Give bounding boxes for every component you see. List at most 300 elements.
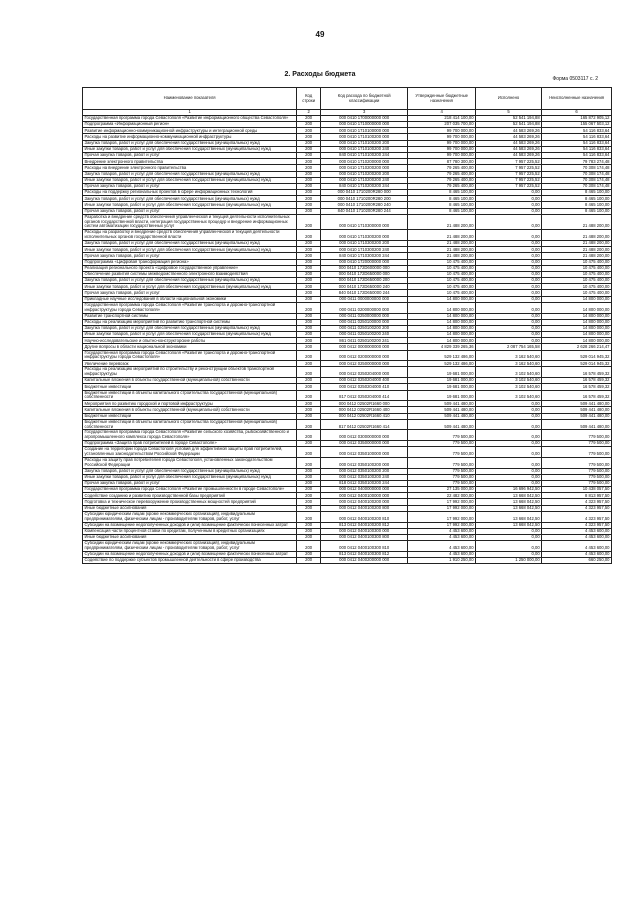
row-unexecuted-amount: 21 488 200,00 [542, 253, 612, 259]
row-indicator-name: Субсидии юридическим лицам (кроме некоммерческих организаций), индивидуальным предпринимателям, физическим лицам - производителям товаров, работ, услуг [83, 511, 297, 522]
row-budget-code: 000 0412 02502R1660 400 [321, 407, 408, 413]
table-row [83, 332, 612, 338]
row-unexecuted-amount: 509 441 480,00 [542, 413, 612, 419]
row-indicator-name: Иные закупки товаров, работ и услуг для обеспечения государственных (муниципальных) нужд [83, 284, 297, 290]
row-indicator-name: Прочая закупка товаров, работ и услуг [83, 152, 297, 158]
row-unexecuted-amount: 779 500,00 [542, 430, 612, 441]
row-unexecuted-amount: 4 453 600,00 [542, 528, 612, 534]
row-budget-code: 000 0411 0250100200 240 [321, 332, 408, 338]
table-row [83, 344, 612, 350]
row-indicator-name: Закупка товаров, работ и услуг для обеспечения государственных (муниципальных) нужд [83, 140, 297, 146]
row-budget-code: 000 0412 0350100200 000 [321, 457, 408, 468]
row-unexecuted-amount: 529 014 945,32 [542, 350, 612, 361]
row-approved-amount: 79 265 400,00 [408, 183, 476, 189]
row-indicator-name: Государственная программа города Севастополя «Развитие транспорта и дорожно-транспортной инфраструктуры города Севастополя» [83, 302, 297, 313]
row-line-code: 200 [297, 214, 321, 229]
row-budget-code: 000 0410 1710200R280 240 [321, 202, 408, 208]
row-unexecuted-amount: 779 500,00 [542, 457, 612, 468]
row-indicator-name: Субсидии на возмещение недополученных доходов и (или) возмещение фактически понесенных затрат [83, 522, 297, 528]
table-row [83, 499, 612, 505]
table-row [83, 528, 612, 534]
row-approved-amount: 529 132 486,00 [408, 350, 476, 361]
row-indicator-name: Прикладные научные исследования в области национальной экономики [83, 296, 297, 302]
row-budget-code: 000 0410 172D650000 200 [321, 278, 408, 284]
row-approved-amount: 17 992 000,00 [408, 522, 476, 528]
row-indicator-name: Капитальные вложения в объекты государственной (муниципальной) собственности [83, 407, 297, 413]
row-line-code: 200 [297, 480, 321, 486]
row-line-code: 200 [297, 128, 321, 134]
row-indicator-name: Иные закупки товаров, работ и услуг для обеспечения государственных (муниципальных) нужд [83, 474, 297, 480]
row-budget-code: 000 0412 0250204000 400 [321, 378, 408, 384]
row-approved-amount: 79 265 400,00 [408, 165, 476, 171]
row-unexecuted-amount: 70 308 174,48 [542, 177, 612, 183]
row-indicator-name: Иные закупки товаров, работ и услуг для обеспечения государственных (муниципальных) нужд [83, 247, 297, 253]
row-approved-amount: 218 414 100,00 [408, 115, 476, 121]
row-unexecuted-amount: 2 628 266 214,47 [542, 344, 612, 350]
row-executed-amount: 0,00 [476, 528, 542, 534]
row-line-code: 200 [297, 487, 321, 493]
row-budget-code: 000 0410 1720000000 000 [321, 259, 408, 265]
table-row [83, 159, 612, 165]
row-budget-code: 000 0412 0350100200 200 [321, 468, 408, 474]
row-line-code: 200 [297, 361, 321, 367]
row-unexecuted-amount: 14 800 000,00 [542, 302, 612, 313]
row-unexecuted-amount: 14 800 000,00 [542, 325, 612, 331]
row-budget-code: 840 0410 172D650000 244 [321, 290, 408, 296]
row-budget-code: 000 0410 1710300000 000 [321, 214, 408, 229]
row-executed-amount: 7 957 225,52 [476, 183, 542, 189]
row-approved-amount: 779 500,00 [408, 430, 476, 441]
row-unexecuted-amount: 4 323 957,50 [542, 522, 612, 528]
row-approved-amount: 529 132 486,00 [408, 361, 476, 367]
row-line-code: 200 [297, 122, 321, 128]
row-budget-code: 000 0412 0400100200 810 [321, 511, 408, 522]
row-unexecuted-amount: 54 116 833,64 [542, 134, 612, 140]
row-executed-amount: 0,00 [476, 447, 542, 458]
row-approved-amount: 10 475 400,00 [408, 290, 476, 296]
row-indicator-name: Прочая закупка товаров, работ и услуг [83, 253, 297, 259]
row-executed-amount: 0,00 [476, 413, 542, 419]
row-unexecuted-amount: 8 465 100,00 [542, 202, 612, 208]
row-budget-code: 000 0412 0250204000 410 [321, 384, 408, 390]
row-approved-amount: 779 500,00 [408, 441, 476, 447]
table-row [83, 325, 612, 331]
table-row [83, 177, 612, 183]
row-indicator-name: Расходы на поддержку региональных проектов в сфере информационных технологий [83, 190, 297, 196]
row-budget-code: 817 0412 0250204000 414 [321, 390, 408, 401]
table-row [83, 165, 612, 171]
row-unexecuted-amount: 70 308 174,48 [542, 165, 612, 171]
table-row [83, 522, 612, 528]
row-indicator-name: Прочая закупка товаров, работ и услуг [83, 290, 297, 296]
row-unexecuted-amount: 79 783 274,48 [542, 159, 612, 165]
row-approved-amount: 99 700 000,00 [408, 146, 476, 152]
row-approved-amount: 509 441 480,00 [408, 419, 476, 430]
row-indicator-name: Закупка товаров, работ и услуг для обеспечения государственных (муниципальных) нужд [83, 325, 297, 331]
row-executed-amount: 7 957 225,52 [476, 171, 542, 177]
row-executed-amount: 44 583 269,26 [476, 152, 542, 158]
header-unexecuted: Неисполненные назначения [542, 88, 612, 110]
row-indicator-name: Увеличение перевозок [83, 361, 297, 367]
row-unexecuted-amount: 14 800 000,00 [542, 332, 612, 338]
table-row [83, 302, 612, 313]
row-indicator-name: Государственная программа города Севастополя «Развитие сельского хозяйства, рыбохозяйственного и агропромышленного комплекса города Севастополя» [83, 430, 297, 441]
row-unexecuted-amount: 10 475 400,00 [542, 284, 612, 290]
row-indicator-name: Мероприятия по развитию городской и портовой инфраструктуры [83, 401, 297, 407]
row-indicator-name: Закупка товаров, работ и услуг для обеспечения государственных (муниципальных) нужд [83, 196, 297, 202]
row-line-code: 200 [297, 134, 321, 140]
row-line-code: 200 [297, 551, 321, 557]
row-line-code: 200 [297, 177, 321, 183]
row-unexecuted-amount: 165 872 905,12 [542, 115, 612, 121]
row-approved-amount: 99 700 000,00 [408, 128, 476, 134]
row-unexecuted-amount: 21 488 200,00 [542, 214, 612, 229]
table-row [83, 171, 612, 177]
row-line-code: 200 [297, 457, 321, 468]
page-number: 49 [315, 30, 325, 39]
row-indicator-name: Закупка товаров, работ и услуг для обеспечения государственных (муниципальных) нужд [83, 468, 297, 474]
table-row [83, 122, 612, 128]
row-unexecuted-amount: 4 453 600,00 [542, 534, 612, 540]
row-line-code: 200 [297, 534, 321, 540]
row-budget-code: 000 0410 172D650000 000 [321, 271, 408, 277]
row-line-code: 200 [297, 296, 321, 302]
table-row [83, 551, 612, 557]
table-row [83, 338, 612, 344]
row-budget-code: 000 0411 0200000000 000 [321, 302, 408, 313]
row-budget-code: 000 0412 0200000000 000 [321, 350, 408, 361]
row-indicator-name: Бюджетные инвестиции [83, 384, 297, 390]
row-approved-amount: 17 992 000,00 [408, 505, 476, 511]
row-executed-amount: 0,00 [476, 196, 542, 202]
row-line-code: 200 [297, 511, 321, 522]
row-approved-amount: 779 500,00 [408, 474, 476, 480]
row-executed-amount: 52 541 194,88 [476, 122, 542, 128]
row-line-code: 200 [297, 332, 321, 338]
row-budget-code: 840 0410 1710200200 244 [321, 183, 408, 189]
table-row [83, 259, 612, 265]
row-executed-amount: 44 583 269,26 [476, 128, 542, 134]
row-line-code: 200 [297, 350, 321, 361]
row-approved-amount: 10 475 400,00 [408, 271, 476, 277]
row-budget-code: 817 0412 02502R1660 414 [321, 419, 408, 430]
row-line-code: 200 [297, 522, 321, 528]
row-indicator-name: Закупка товаров, работ и услуг для обеспечения государственных (муниципальных) нужд [83, 240, 297, 246]
row-line-code: 200 [297, 401, 321, 407]
row-executed-amount: 0,00 [476, 278, 542, 284]
row-line-code: 200 [297, 378, 321, 384]
row-executed-amount: 44 583 269,26 [476, 140, 542, 146]
row-approved-amount: 779 500,00 [408, 468, 476, 474]
row-budget-code: 000 0411 0250100200 200 [321, 325, 408, 331]
table-row [83, 441, 612, 447]
row-executed-amount: 3 102 540,60 [476, 367, 542, 378]
row-budget-code: 000 0410 1700000000 000 [321, 115, 408, 121]
row-line-code: 200 [297, 278, 321, 284]
row-executed-amount: 0,00 [476, 296, 542, 302]
table-row [83, 350, 612, 361]
row-budget-code: 000 0410 1710300200 240 [321, 247, 408, 253]
row-unexecuted-amount: 16 578 459,32 [542, 384, 612, 390]
row-line-code: 200 [297, 313, 321, 319]
table-row [83, 230, 612, 241]
row-line-code: 200 [297, 505, 321, 511]
row-line-code: 200 [297, 367, 321, 378]
row-unexecuted-amount: 21 488 200,00 [542, 240, 612, 246]
row-indicator-name: Государственная программа города Севастополя «Развитие промышленности в городе Севастополе» [83, 487, 297, 493]
row-indicator-name: Субсидии юридическим лицам (кроме некоммерческих организаций), индивидуальным предпринимателям, физическим лицам - производителям товаров, работ, услуг [83, 541, 297, 552]
row-indicator-name: Научно-исследовательские и опытно-конструкторские работы [83, 338, 297, 344]
row-line-code: 200 [297, 338, 321, 344]
table-row [83, 278, 612, 284]
row-unexecuted-amount: 779 500,00 [542, 468, 612, 474]
row-unexecuted-amount: 155 067 503,12 [542, 122, 612, 128]
row-indicator-name: Капитальные вложения в объекты государственной (муниципальной) собственности [83, 378, 297, 384]
row-line-code: 200 [297, 146, 321, 152]
table-row [83, 115, 612, 121]
table-row [83, 247, 612, 253]
row-unexecuted-amount: 14 800 000,00 [542, 338, 612, 344]
row-approved-amount: 14 800 000,00 [408, 296, 476, 302]
row-executed-amount: 0,00 [476, 259, 542, 265]
row-indicator-name: Государственная программа города Севастополя «Развитие транспорта и дорожно-транспортной инфраструктуры города Севастополя» [83, 350, 297, 361]
row-executed-amount: 0,00 [476, 214, 542, 229]
row-line-code: 200 [297, 325, 321, 331]
row-line-code: 200 [297, 247, 321, 253]
row-budget-code: 000 0410 1710200000 000 [321, 159, 408, 165]
row-indicator-name: Расходы на внедрение электронного правительства [83, 165, 297, 171]
row-approved-amount: 79 265 400,00 [408, 171, 476, 177]
table-row [83, 487, 612, 493]
row-executed-amount: 0,00 [476, 230, 542, 241]
table-row [83, 190, 612, 196]
row-approved-amount: 4 453 600,00 [408, 534, 476, 540]
row-unexecuted-amount: 54 116 833,64 [542, 152, 612, 158]
row-unexecuted-amount: 21 488 200,00 [542, 230, 612, 241]
row-budget-code: 000 0410 1710100200 240 [321, 146, 408, 152]
row-line-code: 200 [297, 171, 321, 177]
row-executed-amount: 0,00 [476, 313, 542, 319]
row-indicator-name: Иные закупки товаров, работ и услуг для обеспечения государственных (муниципальных) нужд [83, 146, 297, 152]
row-executed-amount: 2 087 754 165,58 [476, 344, 542, 350]
row-line-code: 200 [297, 202, 321, 208]
row-approved-amount: 21 488 200,00 [408, 230, 476, 241]
row-line-code: 200 [297, 390, 321, 401]
row-approved-amount: 14 800 000,00 [408, 319, 476, 325]
row-unexecuted-amount: 70 308 174,48 [542, 171, 612, 177]
row-executed-amount: 3 162 540,60 [476, 350, 542, 361]
row-executed-amount: 7 957 225,52 [476, 177, 542, 183]
row-approved-amount: 14 800 000,00 [408, 302, 476, 313]
row-unexecuted-amount: 779 500,00 [542, 441, 612, 447]
row-executed-amount: 3 162 540,60 [476, 361, 542, 367]
column-number: 2 [297, 110, 321, 116]
table-row [83, 265, 612, 271]
row-indicator-name: Прочая закупка товаров, работ и услуг [83, 208, 297, 214]
row-budget-code: 000 0410 1710200200 200 [321, 171, 408, 177]
row-unexecuted-amount: 10 438 057,50 [542, 487, 612, 493]
row-line-code: 200 [297, 419, 321, 430]
row-indicator-name: Расходы на разработку и внедрение средств обеспечения управленческой и текущей деятельности исполнительных органов государственной власти [83, 230, 297, 241]
row-line-code: 200 [297, 319, 321, 325]
row-line-code: 200 [297, 344, 321, 350]
row-line-code: 200 [297, 230, 321, 241]
row-approved-amount: 779 500,00 [408, 457, 476, 468]
row-approved-amount: 1 910 250,00 [408, 557, 476, 563]
row-executed-amount: 0,00 [476, 265, 542, 271]
row-line-code: 200 [297, 447, 321, 458]
table-row [83, 407, 612, 413]
table-row [83, 196, 612, 202]
row-indicator-name: Содействие созданию и развитию производственной базы предприятий [83, 493, 297, 499]
row-approved-amount: 79 265 400,00 [408, 177, 476, 183]
row-budget-code: 000 0410 1710100200 000 [321, 134, 408, 140]
row-approved-amount: 14 800 000,00 [408, 325, 476, 331]
row-approved-amount: 779 500,00 [408, 447, 476, 458]
row-approved-amount: 19 681 000,00 [408, 367, 476, 378]
row-line-code: 200 [297, 140, 321, 146]
row-budget-code: 000 0412 0250000000 000 [321, 361, 408, 367]
column-number: 5 [476, 110, 542, 116]
row-budget-code: 000 0412 0400100200 800 [321, 505, 408, 511]
row-budget-code: 000 0410 1710000000 000 [321, 122, 408, 128]
row-executed-amount: 0,00 [476, 247, 542, 253]
row-indicator-name: Другие вопросы в области национальной экономики [83, 344, 297, 350]
row-indicator-name: Иные бюджетные ассигнования [83, 534, 297, 540]
row-line-code: 200 [297, 493, 321, 499]
row-line-code: 200 [297, 413, 321, 419]
row-line-code: 200 [297, 190, 321, 196]
row-executed-amount: 13 668 042,50 [476, 493, 542, 499]
row-unexecuted-amount: 14 800 000,00 [542, 313, 612, 319]
row-line-code: 200 [297, 271, 321, 277]
row-executed-amount: 16 696 942,50 [476, 487, 542, 493]
row-budget-code: 000 0411 0000000000 000 [321, 296, 408, 302]
row-line-code: 200 [297, 165, 321, 171]
table-row [83, 401, 612, 407]
row-approved-amount: 10 475 400,00 [408, 284, 476, 290]
row-unexecuted-amount: 509 441 480,00 [542, 401, 612, 407]
row-budget-code: 000 0412 0000000000 000 [321, 344, 408, 350]
row-budget-code: 000 0412 0350000000 000 [321, 441, 408, 447]
row-budget-code: 000 0412 02502R1660 000 [321, 401, 408, 407]
row-executed-amount: 0,00 [476, 419, 542, 430]
row-indicator-name: Государственная программа города Севастополя «Развитие информационного общества Севастополя» [83, 115, 297, 121]
row-approved-amount: 21 488 200,00 [408, 253, 476, 259]
row-executed-amount: 3 102 540,60 [476, 390, 542, 401]
row-indicator-name: Иные закупки товаров, работ и услуг для обеспечения государственных (муниципальных) нужд [83, 332, 297, 338]
row-executed-amount: 13 668 042,50 [476, 499, 542, 505]
row-executed-amount: 0,00 [476, 208, 542, 214]
row-line-code: 200 [297, 528, 321, 534]
row-line-code: 200 [297, 290, 321, 296]
row-unexecuted-amount: 4 453 600,00 [542, 541, 612, 552]
form-code: Форма 0503117 с. 2 [552, 76, 598, 82]
row-budget-code: 000 0410 1710200200 000 [321, 165, 408, 171]
row-approved-amount: 207 035 700,00 [408, 122, 476, 128]
row-executed-amount: 0,00 [476, 541, 542, 552]
row-executed-amount: 44 583 269,26 [476, 146, 542, 152]
row-unexecuted-amount: 779 500,00 [542, 474, 612, 480]
row-approved-amount: 99 700 000,00 [408, 134, 476, 140]
row-executed-amount: 0,00 [476, 338, 542, 344]
row-unexecuted-amount: 529 014 945,32 [542, 361, 612, 367]
row-budget-code: 000 0410 1710200R280 000 [321, 190, 408, 196]
row-unexecuted-amount: 21 488 200,00 [542, 247, 612, 253]
row-approved-amount: 14 800 000,00 [408, 338, 476, 344]
row-unexecuted-amount: 8 465 100,00 [542, 208, 612, 214]
section-title: 2. Расходы бюджета [284, 71, 356, 78]
row-indicator-name: Иные закупки товаров, работ и услуг для обеспечения государственных (муниципальных) нужд [83, 202, 297, 208]
row-unexecuted-amount: 8 813 957,50 [542, 493, 612, 499]
row-indicator-name: Создание на территории города Севастополя условий для эффективной защиты прав потребителей, установленных законодательством Российской Федерации [83, 447, 297, 458]
row-indicator-name: Субсидии на возмещение недополученных доходов и (или) возмещение фактически понесенных затрат [83, 551, 297, 557]
column-number: 3 [321, 110, 408, 116]
row-approved-amount: 509 441 480,00 [408, 407, 476, 413]
row-executed-amount: 0,00 [476, 319, 542, 325]
row-indicator-name: Подпрограмма «Информационный регион» [83, 122, 297, 128]
row-executed-amount: 0,00 [476, 441, 542, 447]
row-executed-amount: 13 668 042,50 [476, 511, 542, 522]
row-indicator-name: Внедрение электронного правительства [83, 159, 297, 165]
row-executed-amount: 1 250 000,00 [476, 557, 542, 563]
row-executed-amount: 3 102 540,60 [476, 384, 542, 390]
row-line-code: 200 [297, 441, 321, 447]
row-approved-amount: 8 465 100,00 [408, 196, 476, 202]
header-executed: Исполнено [476, 88, 542, 110]
row-budget-code: 000 0410 1710100200 200 [321, 140, 408, 146]
row-indicator-name: Закупка товаров, работ и услуг для обеспечения государственных (муниципальных) нужд [83, 171, 297, 177]
table-row [83, 468, 612, 474]
table-row [83, 140, 612, 146]
row-executed-amount: 0,00 [476, 430, 542, 441]
table-row [83, 511, 612, 522]
table-row [83, 541, 612, 552]
row-executed-amount: 0,00 [476, 325, 542, 331]
row-line-code: 200 [297, 541, 321, 552]
row-line-code: 200 [297, 468, 321, 474]
row-executed-amount: 0,00 [476, 534, 542, 540]
table-row [83, 430, 612, 441]
row-budget-code: 000 0410 1710200200 240 [321, 177, 408, 183]
header-indicator-name: Наименование показателя [83, 88, 297, 110]
column-number: 4 [408, 110, 476, 116]
row-budget-code: 000 0412 02502R1660 410 [321, 413, 408, 419]
row-unexecuted-amount: 14 800 000,00 [542, 319, 612, 325]
row-line-code: 200 [297, 259, 321, 265]
row-approved-amount: 4 829 339 265,36 [408, 344, 476, 350]
row-approved-amount: 4 453 600,00 [408, 528, 476, 534]
header-budget-classification: Код расхода по бюджетной классификации [321, 88, 408, 110]
row-unexecuted-amount: 4 453 600,00 [542, 551, 612, 557]
row-approved-amount: 10 475 400,00 [408, 265, 476, 271]
row-approved-amount: 19 681 000,00 [408, 378, 476, 384]
row-approved-amount: 8 465 100,00 [408, 208, 476, 214]
row-executed-amount: 7 957 225,52 [476, 165, 542, 171]
row-indicator-name: Расходы на развитие информационно-коммуникационной инфраструктуры [83, 134, 297, 140]
row-indicator-name: Подпрограмма «Защита прав потребителей в городе Севастополе» [83, 441, 297, 447]
row-unexecuted-amount: 54 116 833,64 [542, 140, 612, 146]
row-approved-amount: 10 475 400,00 [408, 278, 476, 284]
row-indicator-name: Прочая закупка товаров, работ и услуг [83, 183, 297, 189]
row-executed-amount: 7 957 225,52 [476, 159, 542, 165]
row-indicator-name: Подготовка и техническое перевооружение производственных мощностей предприятий [83, 499, 297, 505]
row-budget-code: 813 0412 0400100200 812 [321, 522, 408, 528]
row-budget-code: 000 0410 172D600000 000 [321, 265, 408, 271]
row-unexecuted-amount: 54 116 833,64 [542, 128, 612, 134]
row-executed-amount: 0,00 [476, 407, 542, 413]
row-approved-amount: 14 800 000,00 [408, 313, 476, 319]
